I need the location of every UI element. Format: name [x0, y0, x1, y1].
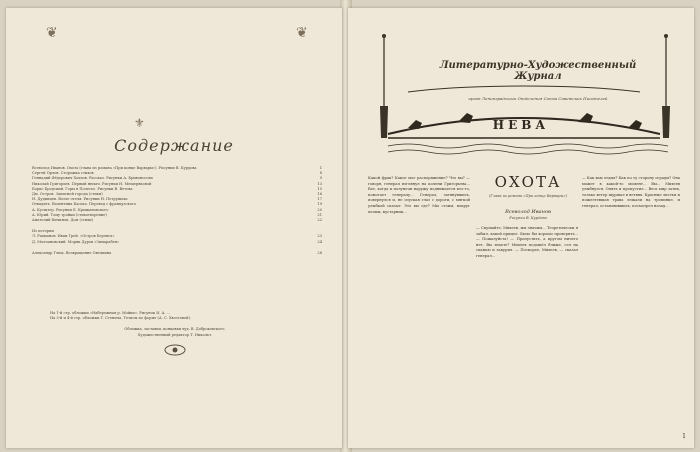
article-author: Всеволод Иванов	[505, 209, 551, 215]
toc-entry: Н. Дудинцев. Возле отеля. Рисунки Н. Петрушова 17	[32, 197, 322, 202]
article-title: ОХОТА	[494, 173, 562, 191]
toc-entry: Д. Молчановский. Моряк Дуров «Зимарабея» 24	[32, 239, 322, 244]
title-ornament-icon: ⚜	[134, 116, 145, 130]
page-number: 1	[682, 433, 686, 440]
toc-entry: Дм. Остров. Записной города (стихи) 16	[32, 192, 322, 197]
corner-ornament-icon: ❦	[296, 25, 308, 41]
magazine-title: Литературно-Художественный Журнал	[439, 60, 637, 82]
toc-entry: Анатолий Кичинов. Дом (стихи) 22	[32, 218, 322, 223]
article-illustrator: Рисунки В. Курдова	[509, 216, 547, 220]
corner-ornament-icon: ❦	[46, 25, 58, 41]
text-column-2: — Скушайте, Михеев, мы значим... Теоретически я забыл, какой прицел. Было бы хорошо проверить... — Пожалуйста! — Пропустить, а кругом ничего нет. Вы знаете? Михеев подошёл ближе, сел на скамью и закурил. — Поскорее, Михеев, — сказал генерал...	[476, 226, 578, 258]
toc-entry: Сергей Орлов. Сторожка стихов 8	[32, 171, 322, 176]
toc-entry: Всеволод Иванов. Охота (глава из романа «При конце Варвары»). Рисунки В. Курдова 1	[32, 166, 322, 170]
article-epigraph: (Глава из романа «При конце Варвары»)	[489, 194, 567, 198]
toc-entry: Отвадить. Валентина Басько. Перевод с французского 19	[32, 202, 322, 207]
city-skyline-illustration	[348, 18, 694, 158]
toc-entry: Борис Бродский. Горы в Полесье. Рисунки В. Ветова 15	[32, 186, 322, 191]
publisher-emblem-icon	[164, 344, 186, 356]
toc-note: Художественный редактор Т. Никольт.	[137, 332, 213, 337]
toc-entry: А. Юрий. Тому тройки (стихотворение) 21	[32, 212, 322, 217]
toc-note: Обложка, заставки, концовки худ. В. Доброковского.	[124, 327, 226, 332]
toc-entry: Л. Рахманов. Иван Грей. «Остров Беренга» 23	[32, 234, 322, 239]
toc-entry: Николай Григорьев. Первый нюхач. Рисунки Н. Мещеряковой 13	[32, 181, 322, 186]
text-column-3: — Как вам отдых? Как по ту сторону ограды? Она может в какой-то момент... Вы... Михеев улыбнулся. Опять и пропустил... Весь мир затих, только ветер шуршал в ветвях. Красные листья и пожелтевшая трава лежали на тропинке, и генерал, остановившись, посмотрел назад...	[582, 176, 680, 208]
masthead	[348, 18, 694, 158]
toc-title: Содержание	[114, 136, 234, 155]
left-page	[6, 8, 342, 448]
toc-note: На 3-й и 4-й стр. обложки Г. Стенича. Тезисы по форме (А. С. Хвостовой).	[50, 316, 192, 321]
magazine-name: НЕВА	[492, 118, 550, 132]
toc-section-label: Из истории	[32, 229, 54, 234]
toc-note: На 1-й стр. обложки «Набережная р. Мойки». Рисунок И. А. ...	[50, 311, 171, 315]
toc-notes	[50, 311, 300, 338]
toc-entry: А. Кусштер. Рисунки Е. Крыжановского 20	[32, 207, 322, 212]
right-page	[348, 8, 694, 448]
text-column-1: Какой фрак? Какое мое распоряжение? Что вы? — говоря, генерал взглянул на колени Григорьева... Вот, когда к полуночи наружу поднимается кто-то, помогает генералу... Генерал, затянувшись, повернулся и, не спуская глаз с дороги, с мягкой улыбкой сказал: Это вы где? Мы стоим, вокруг холмы, кустарник...	[368, 176, 470, 214]
toc-entry: Александр Глюк. Возвращение Овечкина 28	[32, 250, 322, 255]
magazine-subtitle: орган Ленинградского Отделения Союза Советских Писателей	[468, 96, 608, 101]
table-of-contents	[32, 166, 322, 256]
toc-entry: Геннадий Фёдорович Хохлов. Рассказ. Рисунки А. Кривоносова 9	[32, 176, 322, 181]
